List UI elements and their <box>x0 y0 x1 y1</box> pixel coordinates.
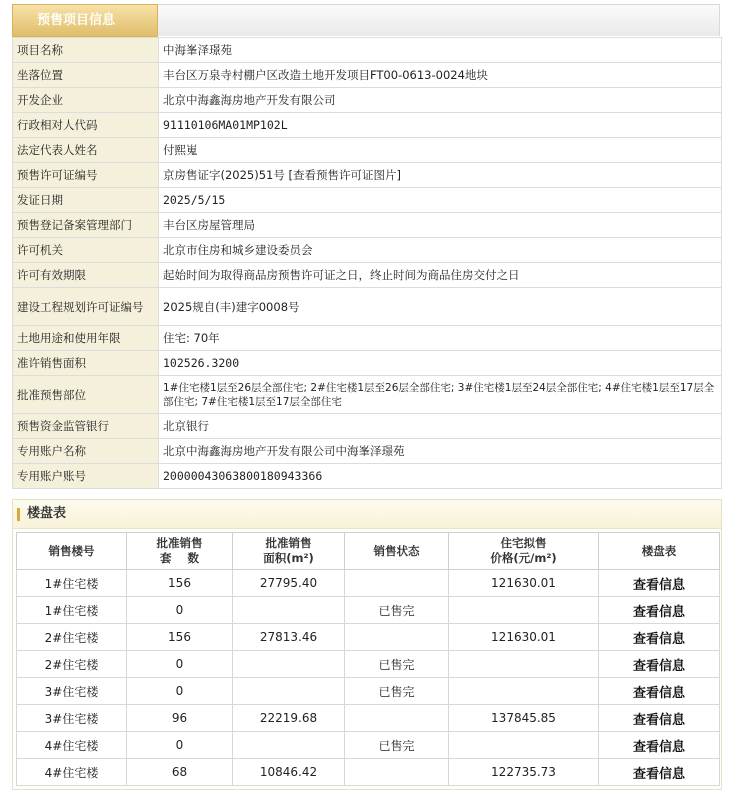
table-row <box>17 705 720 732</box>
view-info-link[interactable]: 查看信息 <box>599 624 720 651</box>
view-info-link[interactable]: 查看信息 <box>599 651 720 678</box>
cell-price <box>449 732 599 759</box>
cell-building: 3#住宅楼 <box>17 705 127 732</box>
value-land-use: 住宅: 70年 <box>159 326 722 351</box>
table-row <box>17 570 720 597</box>
label-permit-number: 预售许可证编号 <box>13 163 159 188</box>
cell-building: 4#住宅楼 <box>17 759 127 786</box>
cell-area: 10846.42 <box>233 759 345 786</box>
cell-status: 已售完 <box>345 732 449 759</box>
label-validity: 许可有效期限 <box>13 263 159 288</box>
label-approved-parts: 批准预售部位 <box>13 376 159 414</box>
presale-info-table <box>12 37 722 489</box>
value-licensing-authority: 北京市住房和城乡建设委员会 <box>159 238 722 263</box>
cell-units: 0 <box>127 651 233 678</box>
label-account-number: 专用账户账号 <box>13 464 159 489</box>
cell-building: 1#住宅楼 <box>17 597 127 624</box>
value-location: 丰台区万泉寺村棚户区改造土地开发项目FT00-0613-0024地块 <box>159 63 722 88</box>
value-approved-parts: 1#住宅楼1层至26层全部住宅; 2#住宅楼1层至26层全部住宅; 3#住宅楼1层至24层全部住宅; 4#住宅楼1层至17层全部住宅; 7#住宅楼1层至17层全部住宅 <box>159 376 722 414</box>
cell-units: 0 <box>127 678 233 705</box>
value-legal-rep: 付熙嵬 <box>159 138 722 163</box>
cell-units: 0 <box>127 732 233 759</box>
cell-area <box>233 651 345 678</box>
cell-status <box>345 624 449 651</box>
cell-price: 121630.01 <box>449 624 599 651</box>
label-account-name: 专用账户名称 <box>13 439 159 464</box>
value-permit-number[interactable]: 京房售证字(2025)51号 [查看预售许可证图片] <box>159 163 722 188</box>
cell-units: 96 <box>127 705 233 732</box>
value-sales-area: 102526.3200 <box>159 351 722 376</box>
label-issue-date: 发证日期 <box>13 188 159 213</box>
cell-area <box>233 678 345 705</box>
cell-units: 68 <box>127 759 233 786</box>
cell-area <box>233 597 345 624</box>
label-admin-code: 行政相对人代码 <box>13 113 159 138</box>
table-row <box>17 732 720 759</box>
cell-area <box>233 732 345 759</box>
value-issue-date: 2025/5/15 <box>159 188 722 213</box>
view-info-link[interactable]: 查看信息 <box>599 597 720 624</box>
col-status: 销售状态 <box>345 533 449 570</box>
value-admin-code: 91110106MA01MP102L <box>159 113 722 138</box>
cell-units: 0 <box>127 597 233 624</box>
label-licensing-authority: 许可机关 <box>13 238 159 263</box>
label-legal-rep: 法定代表人姓名 <box>13 138 159 163</box>
col-price: 住宅拟售 价格(元/m²) <box>449 533 599 570</box>
table-row <box>17 624 720 651</box>
value-account-number: 20000043063800180943366 <box>159 464 722 489</box>
label-sales-area: 准许销售面积 <box>13 351 159 376</box>
cell-status <box>345 705 449 732</box>
value-registry-dept: 丰台区房屋管理局 <box>159 213 722 238</box>
cell-building: 1#住宅楼 <box>17 570 127 597</box>
building-list-title: 楼盘表 <box>27 506 67 521</box>
cell-price <box>449 651 599 678</box>
building-table <box>16 532 720 786</box>
cell-area: 22219.68 <box>233 705 345 732</box>
cell-price: 137845.85 <box>449 705 599 732</box>
section-marker <box>17 508 20 521</box>
value-account-name: 北京中海鑫海房地产开发有限公司中海峯泽璟苑 <box>159 439 722 464</box>
view-info-link[interactable]: 查看信息 <box>599 759 720 786</box>
col-building: 销售楼号 <box>17 533 127 570</box>
col-units: 批准销售 套 数 <box>127 533 233 570</box>
cell-price: 121630.01 <box>449 570 599 597</box>
cell-status: 已售完 <box>345 651 449 678</box>
table-row <box>17 678 720 705</box>
view-info-link[interactable]: 查看信息 <box>599 570 720 597</box>
label-developer: 开发企业 <box>13 88 159 113</box>
label-registry-dept: 预售登记备案管理部门 <box>13 213 159 238</box>
cell-building: 2#住宅楼 <box>17 651 127 678</box>
cell-units: 156 <box>127 570 233 597</box>
building-list-panel <box>12 499 722 790</box>
label-project-name: 项目名称 <box>13 38 159 63</box>
table-row <box>17 759 720 786</box>
label-location: 坐落位置 <box>13 63 159 88</box>
cell-units: 156 <box>127 624 233 651</box>
label-land-use: 土地用途和使用年限 <box>13 326 159 351</box>
value-planning-permit: 2025规自(丰)建字0008号 <box>159 288 722 326</box>
cell-price <box>449 597 599 624</box>
table-row <box>17 597 720 624</box>
cell-status: 已售完 <box>345 678 449 705</box>
cell-status: 已售完 <box>345 597 449 624</box>
building-list-header <box>13 500 721 529</box>
cell-area: 27813.46 <box>233 624 345 651</box>
table-row <box>17 651 720 678</box>
view-info-link[interactable]: 查看信息 <box>599 678 720 705</box>
cell-status <box>345 570 449 597</box>
cell-building: 2#住宅楼 <box>17 624 127 651</box>
label-planning-permit: 建设工程规划许可证编号 <box>13 288 159 326</box>
cell-price: 122735.73 <box>449 759 599 786</box>
value-validity: 起始时间为取得商品房预售许可证之日，终止时间为商品住房交付之日 <box>159 263 722 288</box>
value-developer: 北京中海鑫海房地产开发有限公司 <box>159 88 722 113</box>
view-info-link[interactable]: 查看信息 <box>599 705 720 732</box>
cell-building: 3#住宅楼 <box>17 678 127 705</box>
col-area: 批准销售 面积(m²) <box>233 533 345 570</box>
label-supervising-bank: 预售资金监管银行 <box>13 414 159 439</box>
col-action: 楼盘表 <box>599 533 720 570</box>
cell-status <box>345 759 449 786</box>
cell-area: 27795.40 <box>233 570 345 597</box>
cell-price <box>449 678 599 705</box>
value-project-name: 中海峯泽璟苑 <box>159 38 722 63</box>
presale-info-tab[interactable]: 预售项目信息 <box>12 4 158 37</box>
value-supervising-bank: 北京银行 <box>159 414 722 439</box>
view-info-link[interactable]: 查看信息 <box>599 732 720 759</box>
cell-building: 4#住宅楼 <box>17 732 127 759</box>
